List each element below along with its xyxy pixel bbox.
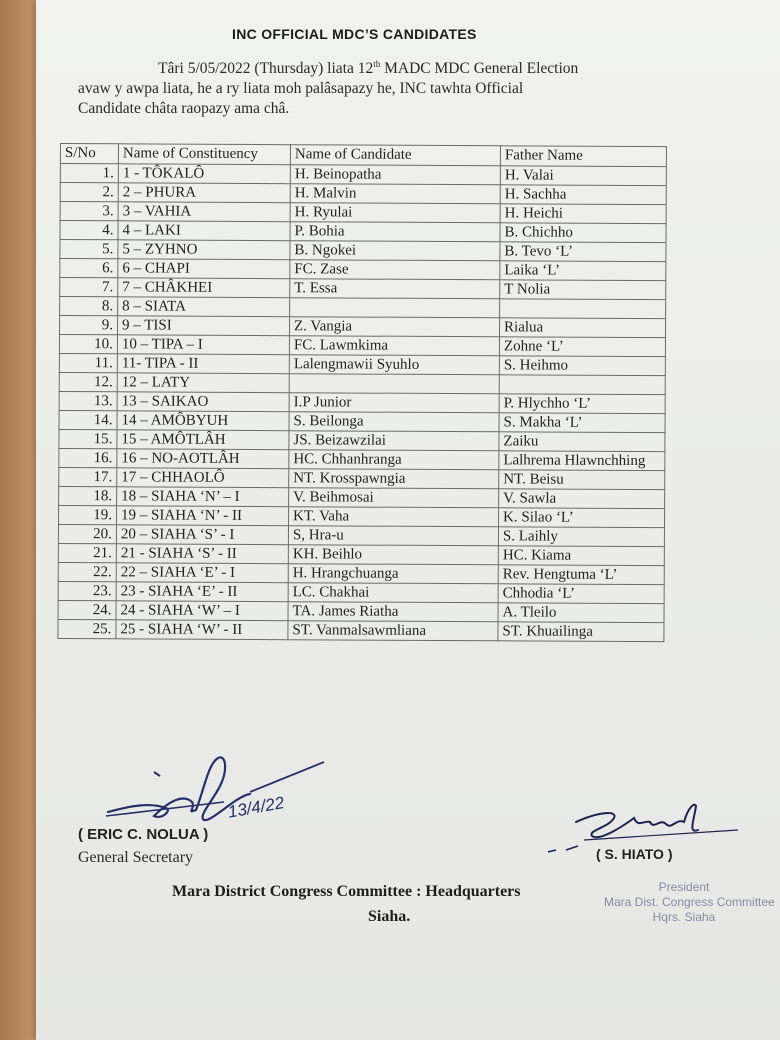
cell-sno: 11.: [59, 353, 117, 372]
table-row: [60, 221, 666, 243]
desk-background: [0, 0, 40, 1040]
cell-candidate: NT. Krosspawngia: [289, 469, 499, 489]
cell-candidate: Z. Vangia: [289, 317, 499, 337]
cell-father-name: Rialua: [499, 318, 665, 338]
cell-father-name: A. Tleilo: [498, 603, 664, 623]
cell-father-name: Chhodia ‘L’: [498, 584, 664, 604]
cell-sno: 10.: [59, 335, 117, 354]
cell-constituency: 5 – ZYHNO: [118, 240, 290, 260]
cell-father-name: Laika ‘L’: [500, 261, 666, 281]
cell-sno: 1.: [60, 164, 118, 183]
cell-candidate: H. Ryulai: [290, 203, 500, 223]
header-father: Father Name: [500, 146, 666, 167]
cell-candidate: Lalengmawii Syuhlo: [289, 355, 499, 375]
cell-constituency: 1 - TÔKALÔ: [118, 164, 290, 184]
cell-sno: 6.: [60, 259, 118, 278]
cell-sno: 8.: [60, 297, 118, 316]
cell-constituency: 15 – AMÔTLÂH: [117, 430, 289, 450]
cell-constituency: 25 - SIAHA ‘W’ - II: [116, 620, 288, 640]
cell-sno: 21.: [58, 543, 116, 562]
table-row: [59, 372, 665, 394]
cell-constituency: 21 - SIAHA ‘S’ - II: [116, 544, 288, 564]
cell-sno: 24.: [58, 600, 116, 619]
cell-father-name: S. Makha ‘L’: [499, 413, 665, 433]
table-row: [60, 202, 666, 224]
table-row: [60, 259, 666, 281]
cell-father-name: H. Sachha: [500, 185, 666, 205]
cell-constituency: 11- TIPA - II: [117, 354, 289, 374]
cell-candidate: S, Hra-u: [288, 526, 498, 546]
table-row: [60, 278, 666, 300]
cell-constituency: 20 – SIAHA ‘S’ - I: [116, 525, 288, 545]
cell-constituency: 6 – CHAPI: [118, 259, 290, 279]
signatory-left-designation: General Secretary: [78, 849, 194, 866]
cell-candidate: T. Essa: [290, 279, 500, 299]
cell-father-name: P. Hlychho ‘L’: [499, 394, 665, 414]
cell-sno: 4.: [60, 221, 118, 240]
cell-sno: 17.: [59, 467, 117, 486]
table-row: [58, 562, 664, 584]
cell-constituency: 4 – LAKI: [118, 221, 290, 241]
cell-sno: 19.: [59, 505, 117, 524]
intro-line-3: Candidate châta raopazy ama châ.: [78, 100, 290, 118]
table-row: [60, 297, 666, 319]
cell-father-name: Rev. Hengtuma ‘L’: [498, 565, 664, 585]
cell-constituency: 9 – TISI: [117, 316, 289, 336]
table-row: [59, 410, 665, 432]
cell-candidate: B. Ngokei: [290, 241, 500, 261]
table-row: [59, 391, 665, 413]
table-row: [60, 183, 666, 205]
cell-father-name: [500, 299, 666, 319]
cell-candidate: S. Beilonga: [289, 412, 499, 432]
table-row: [59, 353, 665, 375]
cell-candidate: TA. James Riatha: [288, 602, 498, 622]
cell-constituency: 8 – SIATA: [118, 297, 290, 317]
cell-father-name: H. Heichi: [500, 204, 666, 224]
cell-father-name: S. Heihmo: [499, 356, 665, 376]
cell-sno: 14.: [59, 410, 117, 429]
table-row: [58, 581, 664, 603]
cell-candidate: H. Malvin: [290, 184, 500, 204]
cell-constituency: 13 – SAIKAO: [117, 392, 289, 412]
signatory-left-name: ( ERIC C. NOLUA ): [78, 826, 209, 843]
intro-paragraph: [78, 54, 698, 119]
cell-father-name: B. Tevo ‘L’: [500, 242, 666, 262]
table-row: [60, 240, 666, 262]
cell-father-name: B. Chichho: [500, 223, 666, 243]
cell-candidate: V. Beihmosai: [289, 488, 499, 508]
header-constituency: Name of Constituency: [118, 144, 290, 165]
cell-father-name: S. Laihly: [498, 527, 664, 547]
cell-sno: 12.: [59, 372, 117, 391]
table-row: [59, 429, 665, 451]
cell-sno: 16.: [59, 448, 117, 467]
cell-father-name: Lalhrema Hlawnchhing: [499, 451, 665, 471]
cell-constituency: 7 – CHÂKHEI: [118, 278, 290, 298]
cell-father-name: T Nolia: [500, 280, 666, 300]
cell-constituency: 24 - SIAHA ‘W’ – I: [116, 601, 288, 621]
cell-sno: 2.: [60, 183, 118, 202]
cell-sno: 3.: [60, 202, 118, 221]
header-candidate: Name of Candidate: [290, 145, 500, 166]
cell-constituency: 18 – SIAHA ‘N’ – I: [117, 487, 289, 507]
cell-father-name: HC. Kiama: [498, 546, 664, 566]
signature-eric-nolua: [100, 750, 340, 830]
cell-sno: 9.: [59, 316, 117, 335]
cell-constituency: 22 – SIAHA ‘E’ - I: [116, 563, 288, 583]
cell-sno: 23.: [58, 581, 116, 600]
table-row: [59, 486, 665, 508]
cell-constituency: 19 – SIAHA ‘N’ - II: [117, 506, 289, 526]
table-row: [59, 467, 665, 489]
cell-candidate: LC. Chakhai: [288, 583, 498, 603]
cell-candidate: ST. Vanmalsawmliana: [288, 621, 498, 641]
cell-candidate: FC. Lawmkima: [289, 336, 499, 356]
table-row: [58, 600, 664, 622]
stamp-line-2: Mara Dist. Congress Committee: [604, 895, 775, 909]
cell-constituency: 3 – VAHIA: [118, 202, 290, 222]
candidates-table: [57, 143, 667, 642]
cell-sno: 13.: [59, 391, 117, 410]
signature-date: 13/4/22: [226, 793, 286, 822]
table-row: [58, 524, 664, 546]
cell-constituency: 2 – PHURA: [118, 183, 290, 203]
stamp-line-1: President: [658, 880, 710, 894]
document-title: INC OFFICIAL MDC’S CANDIDATES: [232, 26, 477, 42]
table-row: [59, 335, 665, 357]
table-row: [59, 505, 665, 527]
cell-sno: 18.: [59, 486, 117, 505]
cell-candidate: HC. Chhanhranga: [289, 450, 499, 470]
cell-father-name: K. Silao ‘L’: [498, 508, 664, 528]
cell-candidate: [289, 374, 499, 394]
cell-sno: 15.: [59, 429, 117, 448]
cell-candidate: P. Bohia: [290, 222, 500, 242]
cell-father-name: H. Valai: [500, 166, 666, 186]
cell-constituency: 16 – NO-AOTLÂH: [117, 449, 289, 469]
table-row: [59, 316, 665, 338]
cell-candidate: H. Beinopatha: [290, 165, 500, 185]
cell-constituency: 10 – TIPA – I: [117, 335, 289, 355]
intro-line-1: Târi 5/05/2022 (Thursday) liata 12th MADC MDC General Election: [158, 59, 579, 78]
cell-candidate: KT. Vaha: [288, 507, 498, 527]
cell-father-name: Zohne ‘L’: [499, 337, 665, 357]
cell-sno: 25.: [58, 619, 116, 638]
cell-constituency: 12 – LATY: [117, 373, 289, 393]
cell-father-name: V. Sawla: [499, 489, 665, 509]
cell-father-name: ST. Khuailinga: [498, 622, 664, 642]
cell-father-name: [499, 375, 665, 395]
header-sno: S/No: [60, 144, 118, 164]
table-row: [60, 164, 666, 186]
intro-line-2: avaw y awpa liata, he a ry liata moh palâsapazy he, INC tawhta Official: [78, 80, 524, 98]
cell-candidate: I.P Junior: [289, 393, 499, 413]
cell-candidate: JS. Beizawzilai: [289, 431, 499, 451]
cell-constituency: 17 – CHHAOLÔ: [117, 468, 289, 488]
cell-candidate: FC. Zase: [290, 260, 500, 280]
cell-father-name: Zaiku: [499, 432, 665, 452]
cell-sno: 5.: [60, 240, 118, 259]
table-row: [58, 543, 664, 565]
table-row: [59, 448, 665, 470]
president-stamp: [604, 880, 775, 925]
table-row: [58, 619, 664, 641]
candidates-table-wrapper: [60, 143, 667, 639]
cell-constituency: 14 – AMÔBYUH: [117, 411, 289, 431]
cell-candidate: KH. Beihlo: [288, 545, 498, 565]
cell-candidate: [290, 298, 500, 318]
cell-sno: 22.: [58, 562, 116, 581]
cell-sno: 20.: [58, 524, 116, 543]
signatory-right-name: ( S. HIATO ): [596, 846, 673, 862]
cell-sno: 7.: [60, 278, 118, 297]
cell-candidate: H. Hrangchuanga: [288, 564, 498, 584]
committee-name: Mara District Congress Committee : Headquarters: [172, 883, 521, 900]
committee-place: Siaha.: [368, 908, 411, 925]
cell-constituency: 23 - SIAHA ‘E’ - II: [116, 582, 288, 602]
cell-father-name: NT. Beisu: [499, 470, 665, 490]
stamp-line-3: Hqrs. Siaha: [652, 910, 716, 924]
